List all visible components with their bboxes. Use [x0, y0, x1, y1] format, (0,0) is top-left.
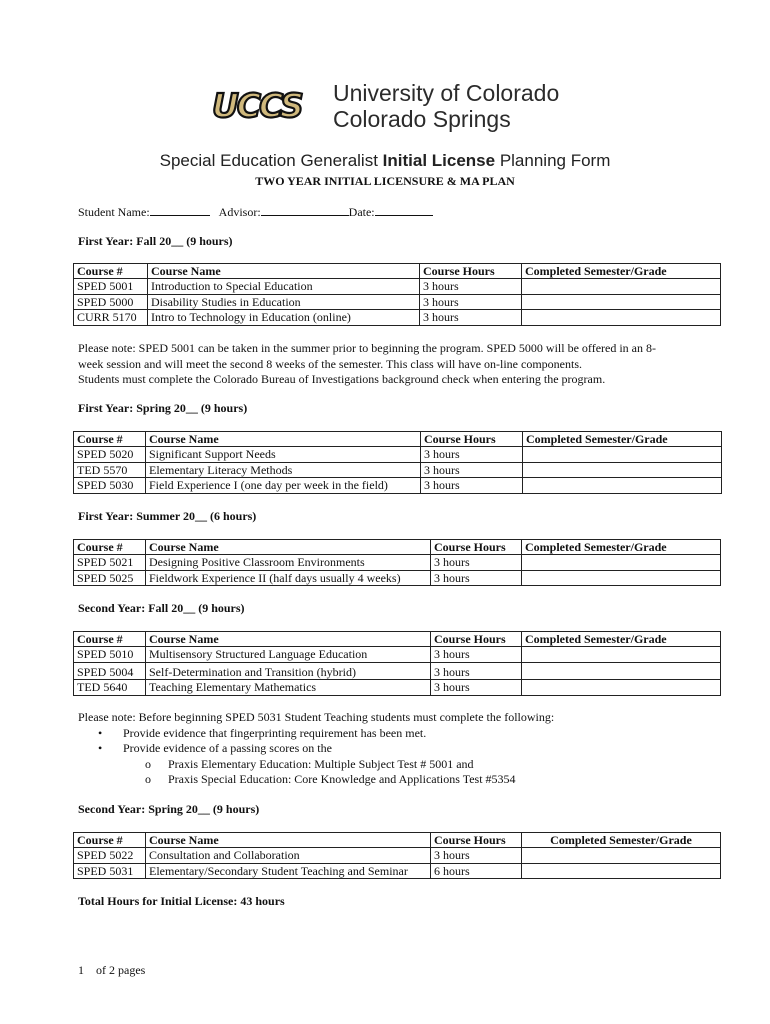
table-row [74, 478, 722, 493]
header-course-hours: Course Hours [431, 540, 522, 555]
course-table-fall1 [73, 263, 721, 326]
form-title-pre: Special Education Generalist [159, 151, 383, 170]
header-course-num: Course # [74, 432, 146, 447]
table-row [74, 555, 721, 570]
header-course-hours: Course Hours [431, 632, 522, 647]
course-hours: 3 hours [421, 447, 523, 462]
note-line: Students must complete the Colorado Bureau of Investigations background check when entering the program. [78, 372, 606, 386]
header-course-num: Course # [74, 833, 146, 848]
student-name-label: Student Name: [78, 205, 150, 219]
course-num: CURR 5170 [74, 310, 148, 325]
completed-cell[interactable] [522, 294, 721, 309]
table-row [74, 570, 721, 585]
page-footer [78, 963, 145, 978]
course-name: Multisensory Structured Language Education [146, 647, 431, 662]
list-item [78, 772, 554, 788]
page-count: of 2 pages [96, 963, 146, 977]
table-header-row [74, 432, 722, 447]
completed-cell[interactable] [522, 279, 721, 294]
completed-cell[interactable] [523, 478, 722, 493]
university-name-line1: University of Colorado [333, 80, 560, 106]
table-row [74, 447, 722, 462]
header-course-hours: Course Hours [421, 432, 523, 447]
form-title-bold: Initial License [382, 151, 496, 170]
course-num: SPED 5020 [74, 447, 146, 462]
course-num: SPED 5001 [74, 279, 148, 294]
table-row [74, 863, 721, 878]
header-completed: Completed Semester/Grade [522, 264, 721, 279]
header-course-name: Course Name [146, 833, 431, 848]
course-name: Introduction to Special Education [148, 279, 420, 294]
header-course-name: Course Name [146, 632, 431, 647]
course-hours: 6 hours [431, 863, 522, 878]
completed-cell[interactable] [523, 462, 722, 477]
form-title-post: Planning Form [495, 151, 611, 170]
table-row [74, 462, 722, 477]
course-num: TED 5640 [74, 680, 146, 695]
course-num: SPED 5004 [74, 662, 146, 679]
course-num: SPED 5031 [74, 863, 146, 878]
university-name-line2: Colorado Springs [333, 106, 511, 132]
date-label: Date: [348, 205, 375, 219]
header-completed: Completed Semester/Grade [523, 432, 722, 447]
table-header-row [74, 833, 721, 848]
course-hours: 3 hours [431, 848, 522, 863]
header-course-num: Course # [74, 540, 146, 555]
list-item [78, 726, 554, 742]
advisor-field[interactable] [261, 204, 349, 216]
course-table-summer1 [73, 539, 721, 586]
course-hours: 3 hours [431, 570, 522, 585]
table-row [74, 848, 721, 863]
list-item [78, 757, 554, 773]
course-hours: 3 hours [420, 310, 522, 325]
course-hours: 3 hours [421, 462, 523, 477]
completed-cell[interactable] [522, 848, 721, 863]
section-title-fall1: First Year: Fall 20__ (9 hours) [78, 234, 233, 248]
section-title-summer1: First Year: Summer 20__ (6 hours) [78, 509, 257, 523]
course-name: Disability Studies in Education [148, 294, 420, 309]
table-header-row [74, 632, 721, 647]
completed-cell[interactable] [522, 680, 721, 695]
student-teaching-note [78, 710, 554, 788]
completed-cell[interactable] [523, 447, 722, 462]
university-name [333, 80, 559, 132]
table-row [74, 294, 721, 309]
total-hours: Total Hours for Initial License: 43 hours [78, 894, 285, 908]
course-name: Field Experience I (one day per week in the field) [146, 478, 421, 493]
header-course-hours: Course Hours [431, 833, 522, 848]
course-name: Elementary Literacy Methods [146, 462, 421, 477]
uccs-logo-mark: UCCS [212, 86, 302, 125]
course-name: Significant Support Needs [146, 447, 421, 462]
course-table-spring2 [73, 832, 721, 879]
course-name: Self-Determination and Transition (hybrid) [146, 662, 431, 679]
header-course-name: Course Name [148, 264, 420, 279]
course-table-fall2 [73, 631, 721, 696]
completed-cell[interactable] [522, 647, 721, 662]
course-num: SPED 5030 [74, 478, 146, 493]
table-header-row [74, 540, 721, 555]
page-number: 1 [78, 963, 84, 977]
header-completed: Completed Semester/Grade [522, 540, 721, 555]
header-completed: Completed Semester/Grade [522, 833, 721, 848]
student-name-field[interactable] [150, 204, 210, 216]
course-hours: 3 hours [431, 680, 522, 695]
completed-cell[interactable] [522, 310, 721, 325]
course-hours: 3 hours [421, 478, 523, 493]
plan-title: TWO YEAR INITIAL LICENSURE & MA PLAN [255, 174, 515, 188]
bullet-text: Provide evidence that fingerprinting requirement has been met. [123, 725, 427, 740]
completed-cell[interactable] [522, 662, 721, 679]
course-hours: 3 hours [420, 294, 522, 309]
course-name: Fieldwork Experience II (half days usually 4 weeks) [146, 570, 431, 585]
sub-bullet-text: Praxis Special Education: Core Knowledge and Applications Test #5354 [168, 772, 516, 786]
course-name: Consultation and Collaboration [146, 848, 431, 863]
list-item [78, 741, 554, 757]
table-row [74, 310, 721, 325]
bullet-icon: • [98, 741, 103, 755]
note-line: Please note: SPED 5001 can be taken in the summer prior to beginning the program. SPED 5000 will be offered in an 8- [78, 341, 656, 355]
course-table-spring1 [73, 431, 722, 494]
course-hours: 3 hours [431, 647, 522, 662]
course-hours: 3 hours [431, 662, 522, 679]
sub-bullet-text: Praxis Elementary Education: Multiple Subject Test # 5001 and [168, 756, 474, 771]
note-line: week session and will meet the second 8 weeks of the semester. This class will have on-line components. [78, 356, 582, 371]
course-name: Teaching Elementary Mathematics [146, 680, 431, 695]
header-completed: Completed Semester/Grade [522, 632, 721, 647]
completed-cell[interactable] [522, 555, 721, 570]
course-name: Designing Positive Classroom Environments [146, 555, 431, 570]
course-hours: 3 hours [420, 279, 522, 294]
header-course-num: Course # [74, 264, 148, 279]
completed-cell[interactable] [522, 863, 721, 878]
bullet-icon: • [98, 725, 103, 740]
header-course-name: Course Name [146, 540, 431, 555]
course-num: SPED 5010 [74, 647, 146, 662]
course-num: TED 5570 [74, 462, 146, 477]
student-info-line [78, 204, 433, 220]
course-num: SPED 5021 [74, 555, 146, 570]
date-field[interactable] [375, 204, 433, 216]
table-row [74, 680, 721, 695]
section-title-fall2: Second Year: Fall 20__ (9 hours) [78, 601, 245, 615]
course-num: SPED 5000 [74, 294, 148, 309]
table-header-row [74, 264, 721, 279]
table-row [74, 279, 721, 294]
sub-bullet-icon: o [145, 756, 151, 771]
form-title [0, 151, 770, 171]
table-row [74, 662, 721, 679]
course-name: Intro to Technology in Education (online) [148, 310, 420, 325]
table-row [74, 647, 721, 662]
header-course-name: Course Name [146, 432, 421, 447]
course-name: Elementary/Secondary Student Teaching and Seminar [146, 863, 431, 878]
course-num: SPED 5025 [74, 570, 146, 585]
header-course-hours: Course Hours [420, 264, 522, 279]
advisor-label: Advisor: [218, 205, 261, 219]
program-note [78, 341, 698, 388]
completed-cell[interactable] [522, 570, 721, 585]
sub-bullet-icon: o [145, 772, 151, 786]
note-intro: Please note: Before beginning SPED 5031 Student Teaching students must complete the following: [78, 710, 555, 724]
course-num: SPED 5022 [74, 848, 146, 863]
bullet-text: Provide evidence of a passing scores on the [123, 741, 332, 755]
section-title-spring2: Second Year: Spring 20__ (9 hours) [78, 802, 260, 816]
university-logo [212, 80, 572, 132]
header-course-num: Course # [74, 632, 146, 647]
course-hours: 3 hours [431, 555, 522, 570]
note-intro-row [78, 710, 554, 726]
section-title-spring1: First Year: Spring 20__ (9 hours) [78, 401, 248, 415]
